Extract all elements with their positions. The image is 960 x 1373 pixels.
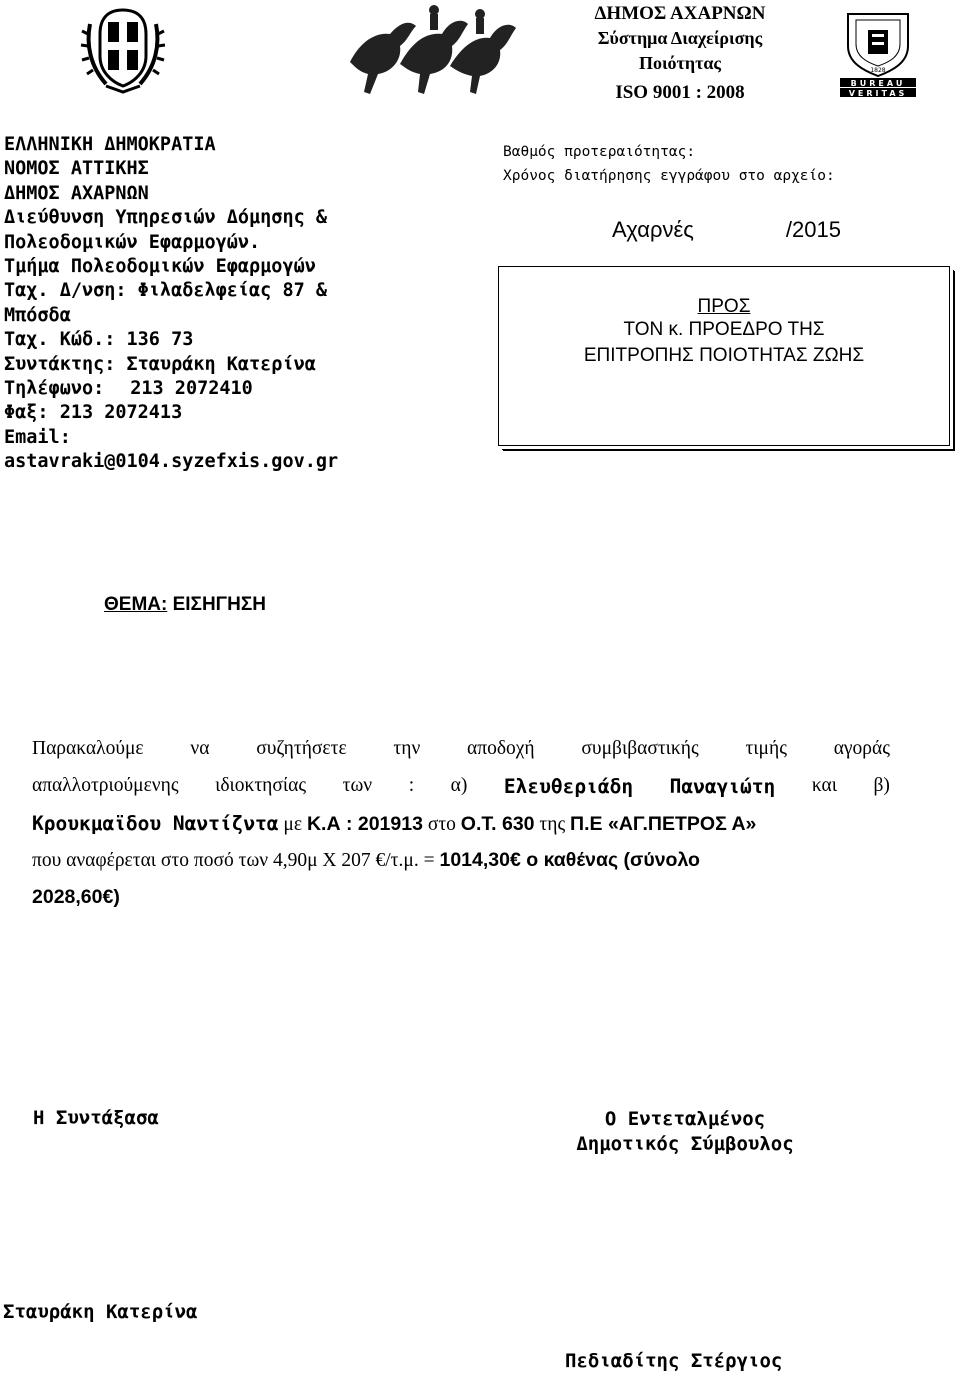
date-year: /2015 [785, 217, 841, 242]
bv-text-top: BUREAU [850, 79, 906, 88]
phone-value: 213 2072410 [130, 378, 253, 400]
sender-line: Ταχ. Κώδ.: 136 73 [4, 329, 194, 351]
area-name: «ΑΓ.ΠΕΤΡΟΣ Α» [602, 813, 757, 835]
body-word: και [811, 775, 837, 796]
sender-fax: Φαξ: 213 2072413 [4, 402, 183, 424]
recipient-line2: ΕΠΙΤΡΟΠΗΣ ΠΟΙΟΤΗΤΑΣ ΖΩΗΣ [583, 345, 865, 366]
sender-line: Μπόσδα [4, 304, 71, 326]
owner-b-name: Κρουκμαϊδου Ναντίζντα [32, 812, 279, 835]
cadastral-code: Κ.Α : 201913 [306, 813, 423, 835]
body-word: : [408, 775, 415, 796]
body-text: στο [422, 814, 461, 835]
municipality-title: ΔΗΜΟΣ ΑΧΑΡΝΩΝ [594, 3, 766, 24]
recipient-box [498, 266, 950, 446]
body-line-1 [32, 738, 890, 760]
councillor-name: Πεδιαδίτης Στέργιος [565, 1350, 783, 1372]
body-line-3 [32, 812, 890, 836]
councillor-signature-title [565, 1107, 805, 1157]
urban-unit: Π.Ε [570, 813, 603, 835]
sender-line: Ταχ. Δ/νση: Φιλαδελφείας 87 & [4, 280, 328, 302]
body-line-4 [32, 849, 890, 872]
body-line-5 [32, 886, 890, 909]
body-word: αγοράς [833, 738, 890, 759]
sender-line: Τμήμα Πολεοδομικών Εφαρμογών [4, 256, 316, 278]
owner-a-name: Ελευθεριάδη [503, 775, 634, 798]
body-text: που αναφέρεται στο ποσό των 4,90μ Χ 207 €/τ.μ. = [32, 850, 440, 871]
sender-line: ΝΟΜΟΣ ΑΤΤΙΚΗΣ [4, 158, 149, 180]
author-name: Σταυράκη Κατερίνα [3, 1301, 198, 1323]
body-word: τιμής [745, 738, 787, 759]
body-text: με [278, 814, 307, 835]
bureau-veritas-logo [838, 6, 918, 98]
recipient-to: ΠΡΟΣ [697, 296, 751, 317]
retention-label: Χρόνος διατήρησης εγγράφου στο αρχείο: [503, 168, 835, 184]
email-value[interactable]: astavraki@0104.syzefxis.gov.gr [4, 451, 339, 473]
sender-phone [4, 377, 404, 401]
sender-author: Συντάκτης: Σταυράκη Κατερίνα [4, 353, 316, 375]
author-signature-title: Η Συντάξασα [33, 1107, 159, 1129]
sender-block [4, 133, 404, 475]
bv-year: 1828 [870, 67, 886, 74]
councillor-title-line2: Δημοτικός Σύμβουλος [576, 1133, 794, 1155]
amount-each: 1014,30€ ο καθένας (σύνολο [439, 849, 700, 871]
qms-title-line1: Σύστημα Διαχείρισης [597, 28, 763, 48]
sender-line: ΔΗΜΟΣ ΑΧΑΡΝΩΝ [4, 182, 149, 204]
acharnes-horses-logo [330, 2, 540, 97]
sender-line: Διεύθυνση Υπηρεσιών Δόμησης & [4, 207, 328, 229]
body-line-2 [32, 775, 890, 798]
recipient-line1: ΤΟΝ κ. ΠΡΟΕΔΡΟ ΤΗΣ [623, 319, 825, 340]
subject-text: ΕΙΣΗΓΗΣΗ [167, 594, 266, 615]
amount-total: 2028,60€) [32, 886, 120, 908]
body-text: της [534, 814, 571, 835]
iso-standard: ISO 9001 : 2008 [615, 82, 745, 103]
body-word: απαλλοτριούμενης [32, 775, 179, 796]
body-word: των [342, 775, 373, 796]
hellenic-republic-emblem [78, 4, 168, 94]
priority-label: Βαθμός προτεραιότητας: [503, 144, 696, 160]
place-date [612, 217, 841, 243]
body-word: να [190, 738, 210, 759]
body-word: συζητήσετε [256, 738, 347, 759]
body-word: ιδιοκτησίας [215, 775, 307, 796]
subject-label: ΘΕΜΑ: [104, 594, 168, 615]
body-word: την [393, 738, 421, 759]
body-word: Παρακαλούμε [32, 738, 144, 759]
body-word: αποδοχή [467, 738, 535, 759]
body-word: β) [873, 775, 890, 796]
sender-line: ΕΛΛΗΝΙΚΗ ΔΗΜΟΚΡΑΤΙΑ [4, 134, 216, 155]
body-word: α) [450, 775, 468, 796]
block-number: Ο.Τ. 630 [460, 813, 535, 835]
document-header [560, 2, 800, 105]
place: Αχαρνές [612, 217, 694, 242]
subject [104, 594, 266, 616]
councillor-title-line1: Ο Εντεταλμένος [604, 1108, 766, 1130]
phone-label: Τηλέφωνο: [4, 378, 105, 400]
body-word: συμβιβαστικής [581, 738, 699, 759]
owner-a-surname: Παναγιώτη [669, 775, 776, 798]
document-meta [503, 140, 835, 188]
email-label: Email: [4, 426, 71, 448]
bv-text-bottom: VERITAS [848, 89, 908, 98]
sender-line: Πολεοδομικών Εφαρμογών. [4, 231, 261, 253]
qms-title-line2: Ποιότητας [638, 53, 722, 73]
